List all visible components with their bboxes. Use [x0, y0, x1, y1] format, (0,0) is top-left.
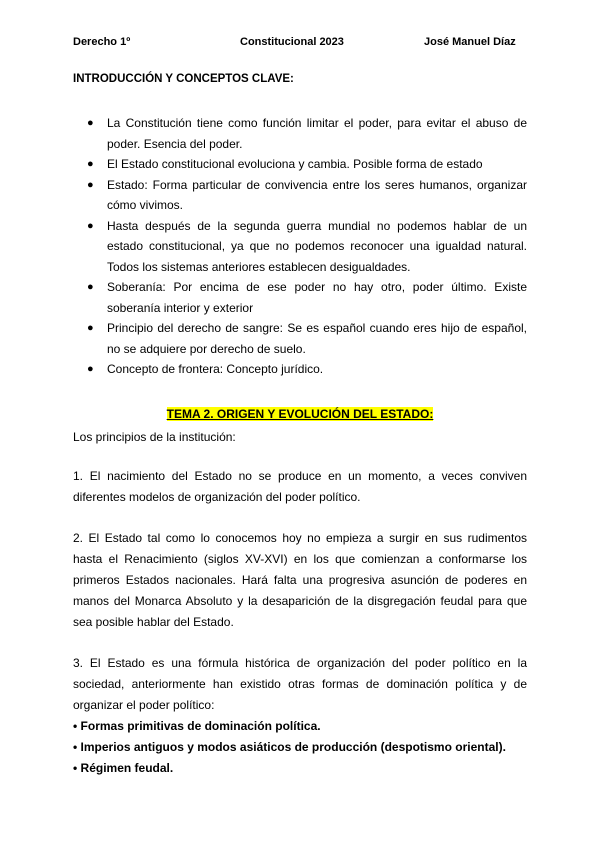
list-item: [73, 277, 527, 318]
bullet-text: Soberanía: Por encima de ese poder no hay otro, poder último. Existe soberanía interior y exterior: [107, 280, 527, 315]
forms-list: [73, 716, 506, 779]
bullet-text: El Estado constitucional evoluciona y cambia. Posible forma de estado: [107, 157, 483, 171]
bullet-text: La Constitución tiene como función limitar el poder, para evitar el abuso de poder. Esencia del poder.: [107, 116, 527, 151]
header-author: José Manuel Díaz: [424, 36, 516, 48]
bullet-icon: ●: [87, 363, 94, 375]
bullet-icon: ●: [87, 281, 94, 293]
tema2-title: TEMA 2. ORIGEN Y EVOLUCIÓN DEL ESTADO:: [166, 407, 434, 421]
paragraph-1: 1. El nacimiento del Estado no se produce en un momento, a veces conviven diferentes modelos de organización del poder político.: [73, 469, 527, 504]
bullet-icon: ●: [87, 158, 94, 170]
paragraph-3: 3. El Estado es una fórmula histórica de organización del poder político en la sociedad, anteriormente han existido otras formas de dominación política y de organizar el poder político:: [73, 656, 527, 712]
bullet-icon: ●: [87, 322, 94, 334]
list-item: • Imperios antiguos y modos asiáticos de producción (despotismo oriental).: [73, 740, 506, 754]
bullet-icon: ●: [87, 117, 94, 129]
bullet-text: Estado: Forma particular de convivencia entre los seres humanos, organizar cómo vivimos.: [107, 177, 527, 212]
bullet-icon: ●: [87, 178, 94, 191]
bullet-text: Hasta después de la segunda guerra mundial no podemos hablar de un estado constitucional, ya que no podemos reconocer una igualdad natural. Todos los sistemas anteriores establecen desigualdades.: [107, 218, 527, 274]
list-item: • Formas primitivas de dominación política.: [73, 719, 321, 733]
list-item: [73, 216, 527, 278]
paragraph-2: 2. El Estado tal como lo conocemos hoy no empieza a surgir en sus rudimentos hasta el Renacimiento (siglos XV-XVI) en los que comienzan a conformarse los primeros Estados nacionales. Hará falta una progresiva asunción de poderes en manos del Monarca Absoluto y la desaparición de la disgregación feudal para que sea posible hablar del Estado.: [73, 531, 527, 629]
intro-section-title: INTRODUCCIÓN Y CONCEPTOS CLAVE:: [73, 73, 294, 85]
list-item: [73, 154, 527, 175]
bullet-text: Principio del derecho de sangre: Se es español cuando eres hijo de español, no se adquiere por derecho de suelo.: [107, 321, 527, 356]
list-item: [73, 175, 527, 216]
list-item: [73, 359, 527, 380]
list-item: [73, 113, 527, 154]
list-item: • Régimen feudal.: [73, 761, 174, 775]
list-item: [73, 318, 527, 359]
bullet-text: Concepto de frontera: Concepto jurídico.: [107, 362, 324, 376]
header-subject: Constitucional 2023: [240, 36, 344, 48]
bullet-icon: ●: [87, 219, 94, 232]
header-course: Derecho 1º: [73, 36, 131, 48]
tema2-intro: Los principios de la institución:: [73, 430, 236, 444]
tema2-heading: [0, 405, 600, 423]
intro-bullet-list: [73, 113, 527, 380]
